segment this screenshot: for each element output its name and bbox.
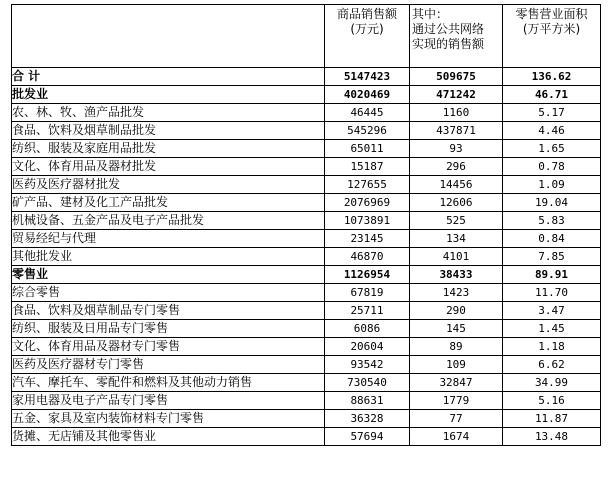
- row-online-cell: 525: [410, 212, 503, 230]
- row-area-cell: 13.48: [503, 428, 601, 446]
- row-area-cell: 89.91: [503, 266, 601, 284]
- row-online-cell: 296: [410, 158, 503, 176]
- header-online-line3: 实现的销售额: [412, 37, 485, 51]
- row-online-cell: 32847: [410, 374, 503, 392]
- table-row: [12, 140, 601, 158]
- row-area-cell: 5.83: [503, 212, 601, 230]
- table-row: [12, 68, 601, 86]
- row-name-cell: 其他批发业: [12, 248, 325, 266]
- table-row: [12, 266, 601, 284]
- header-area-line2: (万平方米): [522, 22, 581, 36]
- table-row: [12, 212, 601, 230]
- row-area-cell: 5.16: [503, 392, 601, 410]
- row-online-cell: 77: [410, 410, 503, 428]
- row-name-cell: 家用电器及电子产品专门零售: [12, 392, 325, 410]
- row-sales-cell: 36328: [325, 410, 410, 428]
- row-sales-cell: 5147423: [325, 68, 410, 86]
- header-sales: [325, 5, 410, 68]
- row-area-cell: 4.46: [503, 122, 601, 140]
- row-sales-cell: 25711: [325, 302, 410, 320]
- row-name-cell: 医药及医疗器材批发: [12, 176, 325, 194]
- header-online-line2: 通过公共网络: [412, 22, 485, 36]
- row-online-cell: 437871: [410, 122, 503, 140]
- row-area-cell: 11.87: [503, 410, 601, 428]
- header-category: [12, 5, 325, 68]
- table-row: [12, 374, 601, 392]
- row-area-cell: 6.62: [503, 356, 601, 374]
- header-sales-line2: (万元): [350, 22, 384, 36]
- row-name-cell: 医药及医疗器材专门零售: [12, 356, 325, 374]
- header-online-sales: [410, 5, 503, 68]
- row-name-cell: 文化、体育用品及器材批发: [12, 158, 325, 176]
- table-row: [12, 194, 601, 212]
- table-row: [12, 86, 601, 104]
- row-online-cell: 509675: [410, 68, 503, 86]
- row-name-cell: 汽车、摩托车、零配件和燃料及其他动力销售: [12, 374, 325, 392]
- row-online-cell: 109: [410, 356, 503, 374]
- row-area-cell: 1.09: [503, 176, 601, 194]
- statistics-table: [11, 4, 601, 446]
- row-area-cell: 19.04: [503, 194, 601, 212]
- table-row: [12, 338, 601, 356]
- row-name-cell: 贸易经纪与代理: [12, 230, 325, 248]
- row-area-cell: 1.18: [503, 338, 601, 356]
- table-row: [12, 428, 601, 446]
- header-area-line1: 零售营业面积: [515, 7, 588, 21]
- row-area-cell: 11.70: [503, 284, 601, 302]
- table-row: [12, 392, 601, 410]
- row-area-cell: 3.47: [503, 302, 601, 320]
- row-sales-cell: 15187: [325, 158, 410, 176]
- table-row: [12, 302, 601, 320]
- table-row: [12, 410, 601, 428]
- row-area-cell: 1.45: [503, 320, 601, 338]
- row-name-cell: 农、林、牧、渔产品批发: [12, 104, 325, 122]
- row-online-cell: 1674: [410, 428, 503, 446]
- row-area-cell: 46.71: [503, 86, 601, 104]
- row-name-cell: 矿产品、建材及化工产品批发: [12, 194, 325, 212]
- row-online-cell: 93: [410, 140, 503, 158]
- table-row: [12, 104, 601, 122]
- row-name-cell: 货摊、无店铺及其他零售业: [12, 428, 325, 446]
- table-row: [12, 356, 601, 374]
- table-row: [12, 158, 601, 176]
- row-online-cell: 134: [410, 230, 503, 248]
- row-sales-cell: 57694: [325, 428, 410, 446]
- row-sales-cell: 20604: [325, 338, 410, 356]
- row-sales-cell: 6086: [325, 320, 410, 338]
- row-area-cell: 7.85: [503, 248, 601, 266]
- row-sales-cell: 1073891: [325, 212, 410, 230]
- row-name-cell: 食品、饮料及烟草制品批发: [12, 122, 325, 140]
- row-sales-cell: 545296: [325, 122, 410, 140]
- header-sales-line1: 商品销售额: [336, 7, 397, 21]
- row-sales-cell: 730540: [325, 374, 410, 392]
- row-sales-cell: 2076969: [325, 194, 410, 212]
- row-sales-cell: 1126954: [325, 266, 410, 284]
- row-sales-cell: 23145: [325, 230, 410, 248]
- header-row: [12, 5, 601, 68]
- row-online-cell: 4101: [410, 248, 503, 266]
- row-area-cell: 5.17: [503, 104, 601, 122]
- row-sales-cell: 46445: [325, 104, 410, 122]
- row-online-cell: 38433: [410, 266, 503, 284]
- header-retail-area: [503, 5, 601, 68]
- row-name-cell: 五金、家具及室内装饰材料专门零售: [12, 410, 325, 428]
- table-body: [12, 68, 601, 446]
- row-online-cell: 1160: [410, 104, 503, 122]
- header-online-line1: 其中：: [412, 7, 449, 21]
- row-sales-cell: 67819: [325, 284, 410, 302]
- row-sales-cell: 88631: [325, 392, 410, 410]
- row-area-cell: 0.84: [503, 230, 601, 248]
- table-row: [12, 176, 601, 194]
- row-name-cell: 纺织、服装及日用品专门零售: [12, 320, 325, 338]
- table-row: [12, 230, 601, 248]
- table-row: [12, 320, 601, 338]
- table-row: [12, 122, 601, 140]
- row-name-cell: 综合零售: [12, 284, 325, 302]
- row-online-cell: 290: [410, 302, 503, 320]
- row-sales-cell: 46870: [325, 248, 410, 266]
- row-area-cell: 1.65: [503, 140, 601, 158]
- row-online-cell: 1423: [410, 284, 503, 302]
- row-name-cell: 零售业: [12, 266, 325, 284]
- row-name-cell: 文化、体育用品及器材专门零售: [12, 338, 325, 356]
- row-area-cell: 0.78: [503, 158, 601, 176]
- row-sales-cell: 4020469: [325, 86, 410, 104]
- row-online-cell: 471242: [410, 86, 503, 104]
- row-sales-cell: 65011: [325, 140, 410, 158]
- row-online-cell: 12606: [410, 194, 503, 212]
- row-online-cell: 89: [410, 338, 503, 356]
- row-online-cell: 1779: [410, 392, 503, 410]
- row-sales-cell: 93542: [325, 356, 410, 374]
- table-row: [12, 248, 601, 266]
- row-online-cell: 14456: [410, 176, 503, 194]
- row-name-cell: 合 计: [12, 68, 325, 86]
- row-name-cell: 机械设备、五金产品及电子产品批发: [12, 212, 325, 230]
- row-online-cell: 145: [410, 320, 503, 338]
- table-row: [12, 284, 601, 302]
- row-area-cell: 34.99: [503, 374, 601, 392]
- row-name-cell: 纺织、服装及家庭用品批发: [12, 140, 325, 158]
- row-sales-cell: 127655: [325, 176, 410, 194]
- row-area-cell: 136.62: [503, 68, 601, 86]
- row-name-cell: 食品、饮料及烟草制品专门零售: [12, 302, 325, 320]
- row-name-cell: 批发业: [12, 86, 325, 104]
